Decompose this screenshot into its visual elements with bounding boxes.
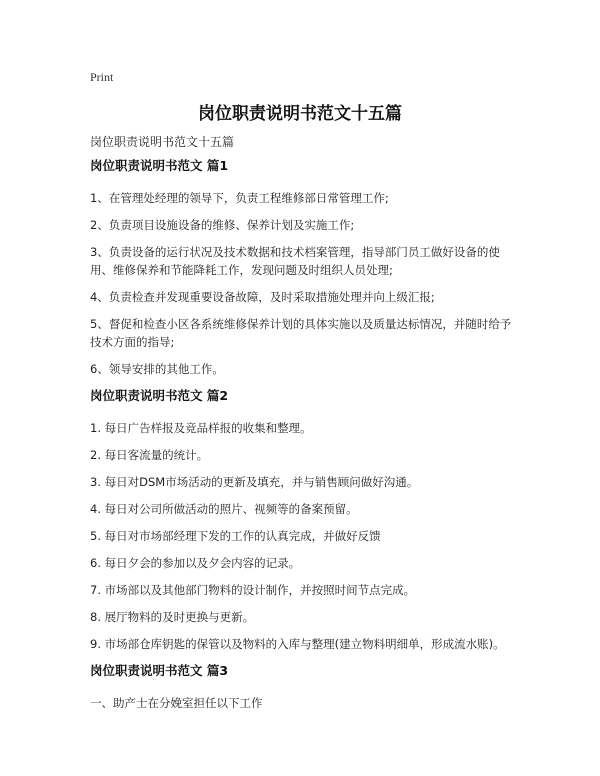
list-item: 5、督促和检查小区各系统维修保养计划的具体实施以及质量达标情况，并随时给予技术方面的指导; [90, 317, 512, 349]
list-item: 4、负责检查并发现重要设备故障，及时采取措施处理并向上级汇报; [90, 290, 435, 304]
list-item: 2. 每日客流量的统计。 [90, 448, 209, 462]
section-heading: 岗位职责说明书范文 篇2 [90, 388, 229, 403]
section-1 [90, 157, 520, 378]
list-item: 4. 每日对公司所做活动的照片、视频等的备案预留。 [90, 502, 358, 516]
print-label: Print [90, 70, 114, 84]
list-item: 5. 每日对市场部经理下发的工作的认真完成，并做好反馈 [90, 529, 381, 543]
list-item: 6、领导安排的其他工作。 [90, 362, 224, 376]
list-item: 一、助产士在分娩室担任以下工作 [90, 696, 263, 710]
list-item: 1. 每日广告样报及竞品样报的收集和整理。 [90, 421, 312, 435]
section-3 [90, 662, 520, 712]
list-item: 2、负责项目设施设备的维修、保养计划及实施工作; [90, 218, 355, 232]
document-body [90, 157, 520, 721]
document-title: 岗位职责说明书范文十五篇 [198, 104, 402, 124]
list-item: 9. 市场部仓库钥匙的保管以及物料的入库与整理(建立物料明细单，形成流水账)。 [90, 637, 505, 651]
section-2 [90, 387, 520, 653]
list-item: 3、负责设备的运行状况及技术数据和技术档案管理，指导部门员工做好设备的使用、维修保养和节能降耗工作，发现问题及时组织人员处理; [90, 245, 500, 277]
list-item: 8. 展厅物料的及时更换与更新。 [90, 610, 255, 624]
list-item: 3. 每日对DSM市场活动的更新及填充，并与销售顾问做好沟通。 [90, 475, 419, 489]
list-item: 7. 市场部以及其他部门物料的设计制作，并按照时间节点完成。 [90, 583, 416, 597]
list-item: 6. 每日夕会的参加以及夕会内容的记录。 [90, 556, 301, 570]
section-heading: 岗位职责说明书范文 篇1 [90, 158, 229, 173]
list-item: 1、在管理处经理的领导下，负责工程维修部日常管理工作; [90, 191, 389, 205]
section-heading: 岗位职责说明书范文 篇3 [90, 663, 229, 678]
document-subtitle: 岗位职责说明书范文十五篇 [90, 135, 235, 149]
